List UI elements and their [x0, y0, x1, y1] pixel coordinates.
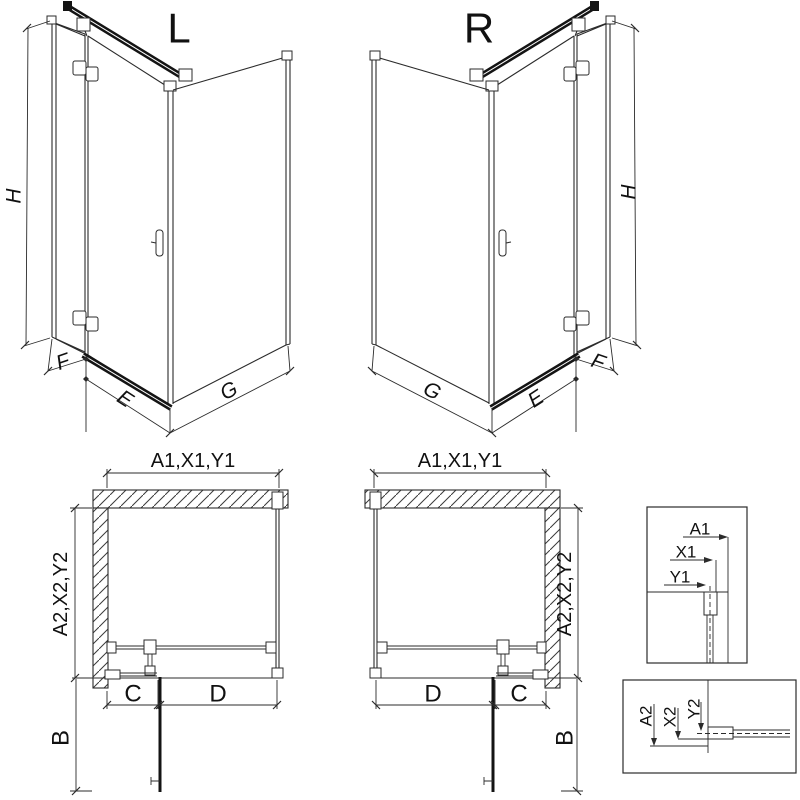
- detail-x1-arrow: [704, 557, 713, 563]
- plan-left-side-wall: [93, 508, 108, 688]
- plan-left-b-label: B: [47, 729, 75, 747]
- dim-label-f-left: F: [53, 349, 73, 375]
- detail-a1-arrow: [719, 534, 728, 540]
- detail-x1-label: X1: [675, 542, 697, 562]
- plan-right-top-dim-label: A1,X1,Y1: [417, 450, 503, 472]
- detail-a2-arrow: [651, 738, 657, 746]
- detail-y1-arrow: [697, 582, 706, 588]
- plan-left-top-wall: [93, 490, 288, 508]
- variant-label-right: R: [463, 4, 495, 52]
- detail-y1-label: Y1: [669, 567, 691, 587]
- detail-floor-profile: [708, 727, 733, 739]
- detail-wall-profile: [704, 592, 717, 615]
- plan-left-c-label: C: [124, 680, 142, 708]
- dim-label-f-right: F: [588, 349, 608, 375]
- plan-left-side-dim-label: A2,X2,Y2: [50, 551, 72, 637]
- detail-x2-label: X2: [660, 706, 680, 728]
- dim-label-e-left: E: [112, 385, 138, 413]
- detail-a2-label: A2: [636, 705, 656, 727]
- plan-walls: [93, 490, 560, 688]
- plan-right-b-label: B: [551, 729, 579, 747]
- labels: [3, 5, 711, 747]
- detail-y2-arrow: [698, 723, 704, 731]
- dim-label-e-right: E: [523, 385, 549, 413]
- plan-right-c-label: C: [510, 680, 528, 708]
- dim-label-h-right: H: [617, 184, 641, 200]
- plan-left-top-dim-label: A1,X1,Y1: [150, 450, 236, 472]
- plan-right-side-dim-label: A2,X2,Y2: [554, 551, 576, 637]
- plan-left-d-label: D: [209, 680, 227, 708]
- plan-right-top-wall: [365, 490, 560, 508]
- dim-label-g-right: G: [419, 377, 445, 405]
- detail-a1-label: A1: [689, 519, 711, 539]
- dim-label-g-left: G: [216, 377, 242, 405]
- variant-label-left: L: [167, 4, 191, 52]
- detail-x2-arrow: [675, 731, 681, 739]
- plan-right-d-label: D: [424, 680, 442, 708]
- dim-label-h-left: H: [2, 188, 26, 204]
- detail-y2-label: Y2: [684, 698, 704, 720]
